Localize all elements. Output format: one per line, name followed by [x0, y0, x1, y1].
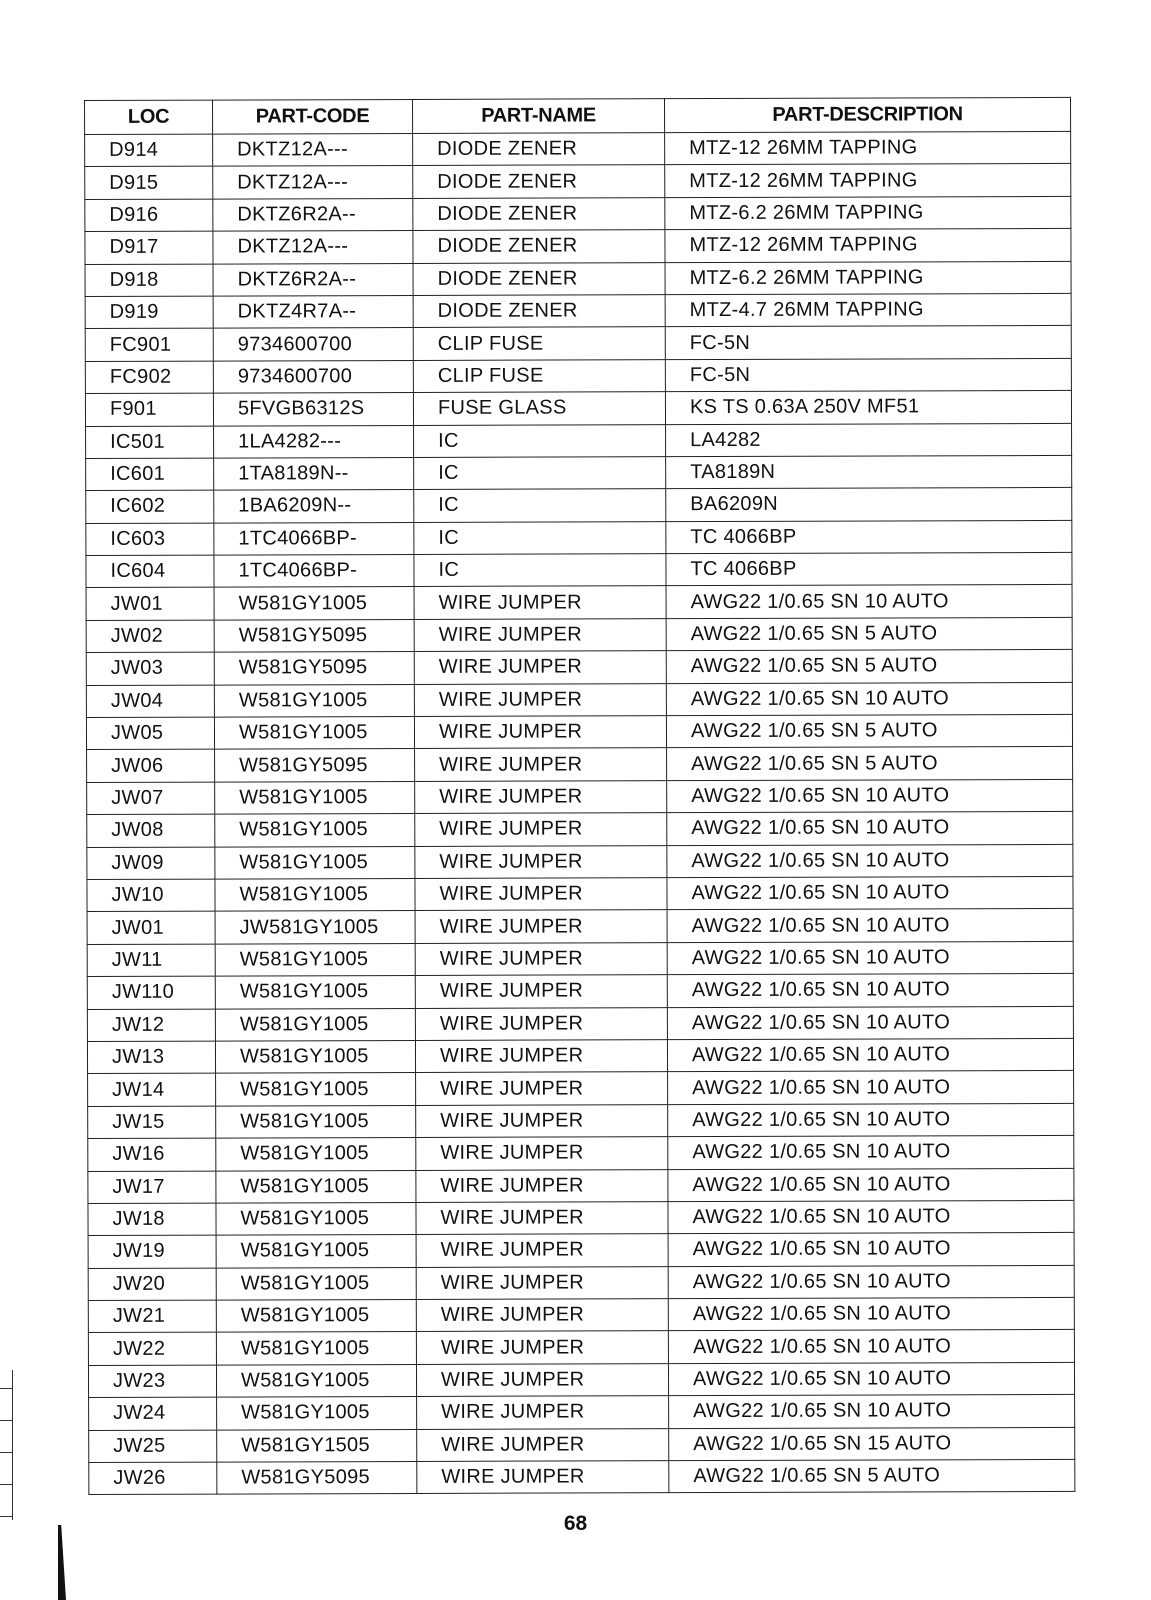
cell-part-code: DKTZ12A---	[213, 133, 413, 166]
cell-loc: JW24	[89, 1397, 217, 1430]
cell-part-description: AWG22 1/0.65 SN 10 AUTO	[668, 1071, 1074, 1105]
cell-part-description: AWG22 1/0.65 SN 10 AUTO	[667, 941, 1073, 975]
cell-loc: JW26	[89, 1462, 217, 1495]
cell-part-code: 9734600700	[213, 360, 413, 393]
cell-part-name: DIODE ZENER	[413, 165, 665, 198]
table-row	[86, 520, 1072, 555]
cell-part-description: AWG22 1/0.65 SN 10 AUTO	[667, 1006, 1073, 1040]
cell-loc: JW01	[86, 588, 214, 621]
cell-loc: IC601	[86, 458, 214, 491]
cell-part-description: AWG22 1/0.65 SN 10 AUTO	[666, 682, 1072, 716]
cell-part-description: MTZ-12 26MM TAPPING	[665, 131, 1071, 165]
cell-part-code: W581GY1005	[215, 878, 415, 911]
cell-part-code: W581GY1005	[216, 1300, 416, 1333]
cell-part-description: AWG22 1/0.65 SN 10 AUTO	[668, 1265, 1074, 1299]
cell-part-description: KS TS 0.63A 250V MF51	[665, 391, 1071, 425]
cell-part-description: AWG22 1/0.65 SN 5 AUTO	[666, 714, 1072, 748]
cell-part-name: WIRE JUMPER	[415, 813, 667, 846]
cell-part-name: IC	[414, 424, 666, 457]
cell-part-code: DKTZ6R2A--	[213, 198, 413, 231]
table-row	[87, 1006, 1073, 1041]
table-row	[85, 326, 1071, 361]
cell-part-description: AWG22 1/0.65 SN 10 AUTO	[668, 1136, 1074, 1170]
cell-part-code: W581GY1005	[215, 846, 415, 879]
cell-part-code: W581GY1005	[216, 1235, 416, 1268]
table-row	[88, 1297, 1074, 1332]
cell-part-name: WIRE JUMPER	[415, 910, 667, 943]
cell-part-code: DKTZ12A---	[213, 166, 413, 199]
cell-loc: JW11	[87, 944, 215, 977]
cell-part-name: WIRE JUMPER	[416, 1104, 668, 1137]
cell-part-name: WIRE JUMPER	[416, 1234, 668, 1267]
cell-part-description: AWG22 1/0.65 SN 5 AUTO	[667, 747, 1073, 781]
table-row	[86, 617, 1072, 652]
cell-part-code: W581GY5095	[214, 619, 414, 652]
cell-part-code: DKTZ12A---	[213, 231, 413, 264]
table-row	[87, 747, 1073, 782]
cell-part-code: W581GY1005	[216, 1073, 416, 1106]
cell-part-code: W581GY1005	[216, 1267, 416, 1300]
cell-part-name: WIRE JUMPER	[415, 1007, 667, 1040]
cell-part-code: W581GY1005	[214, 716, 414, 749]
cell-part-code: W581GY1005	[216, 1332, 416, 1365]
cell-part-name: IC	[414, 489, 666, 522]
cell-part-code: W581GY5095	[217, 1461, 417, 1494]
cell-part-description: AWG22 1/0.65 SN 10 AUTO	[668, 1297, 1074, 1331]
cell-part-description: MTZ-12 26MM TAPPING	[665, 229, 1071, 263]
cell-part-description: AWG22 1/0.65 SN 10 AUTO	[669, 1395, 1075, 1429]
cell-part-code: W581GY5095	[214, 652, 414, 685]
cell-part-description: AWG22 1/0.65 SN 10 AUTO	[667, 779, 1073, 813]
table-row	[85, 261, 1071, 296]
cell-part-description: LA4282	[666, 423, 1072, 457]
cell-loc: JW13	[87, 1041, 215, 1074]
cell-part-name: DIODE ZENER	[413, 230, 665, 263]
cell-loc: JW15	[88, 1106, 216, 1139]
cell-loc: IC604	[86, 555, 214, 588]
cell-loc: JW22	[88, 1333, 216, 1366]
table-row	[85, 131, 1071, 166]
header-part-description: PART-DESCRIPTION	[664, 97, 1070, 132]
cell-loc: JW06	[87, 750, 215, 783]
cell-loc: IC603	[86, 523, 214, 556]
parts-table-header	[85, 97, 1071, 134]
cell-part-description: AWG22 1/0.65 SN 10 AUTO	[666, 585, 1072, 619]
cell-part-code: W581GY1005	[215, 1008, 415, 1041]
cell-part-name: WIRE JUMPER	[415, 780, 667, 813]
cell-part-code: DKTZ4R7A--	[213, 295, 413, 328]
table-row	[86, 455, 1072, 490]
cell-part-description: AWG22 1/0.65 SN 5 AUTO	[666, 617, 1072, 651]
cell-loc: IC602	[86, 490, 214, 523]
cell-part-name: DIODE ZENER	[413, 133, 665, 166]
cell-loc: JW21	[88, 1300, 216, 1333]
table-row	[85, 196, 1071, 231]
cell-part-description: AWG22 1/0.65 SN 10 AUTO	[667, 812, 1073, 846]
cell-part-description: AWG22 1/0.65 SN 10 AUTO	[667, 909, 1073, 943]
page-number: 68	[563, 1512, 588, 1535]
table-row	[88, 1265, 1074, 1300]
header-part-code: PART-CODE	[213, 99, 413, 134]
cell-part-code: W581GY1005	[216, 1364, 416, 1397]
cell-part-name: WIRE JUMPER	[414, 716, 666, 749]
cell-part-name: DIODE ZENER	[413, 295, 665, 328]
binding-mark	[58, 1525, 66, 1600]
cell-part-name: WIRE JUMPER	[416, 1202, 668, 1235]
cell-part-code: W581GY1005	[214, 587, 414, 620]
table-row	[86, 552, 1072, 587]
page-edge-lines	[0, 1370, 13, 1520]
cell-loc: JW05	[86, 717, 214, 750]
cell-loc: JW19	[88, 1235, 216, 1268]
cell-part-code: W581GY1005	[214, 684, 414, 717]
cell-loc: JW01	[87, 911, 215, 944]
table-row	[87, 779, 1073, 814]
cell-part-code: 1BA6209N--	[214, 490, 414, 523]
cell-loc: D915	[85, 166, 213, 199]
cell-loc: D919	[85, 296, 213, 329]
cell-part-code: W581GY1005	[215, 1040, 415, 1073]
cell-part-name: DIODE ZENER	[413, 197, 665, 230]
cell-part-description: TC 4066BP	[666, 552, 1072, 586]
cell-part-name: IC	[414, 521, 666, 554]
cell-part-description: MTZ-4.7 26MM TAPPING	[665, 293, 1071, 327]
cell-part-code: W581GY1005	[217, 1397, 417, 1430]
cell-loc: FC902	[85, 361, 213, 394]
cell-loc: JW14	[88, 1073, 216, 1106]
cell-loc: JW23	[88, 1365, 216, 1398]
cell-part-name: WIRE JUMPER	[416, 1331, 668, 1364]
cell-part-code: 5FVGB6312S	[213, 393, 413, 426]
table-row	[89, 1459, 1075, 1494]
cell-part-name: WIRE JUMPER	[416, 1299, 668, 1332]
cell-part-description: AWG22 1/0.65 SN 5 AUTO	[669, 1459, 1075, 1493]
table-row	[86, 714, 1072, 749]
table-row	[89, 1395, 1075, 1430]
cell-loc: F901	[85, 393, 213, 426]
cell-loc: JW110	[87, 976, 215, 1009]
cell-part-name: WIRE JUMPER	[415, 942, 667, 975]
cell-loc: JW16	[88, 1138, 216, 1171]
cell-part-description: TA8189N	[666, 455, 1072, 489]
cell-part-name: WIRE JUMPER	[416, 1364, 668, 1397]
cell-part-name: WIRE JUMPER	[417, 1461, 669, 1494]
cell-part-name: WIRE JUMPER	[414, 683, 666, 716]
cell-part-description: AWG22 1/0.65 SN 10 AUTO	[668, 1330, 1074, 1364]
table-row	[89, 1427, 1075, 1462]
table-row	[86, 682, 1072, 717]
cell-part-description: MTZ-6.2 26MM TAPPING	[665, 261, 1071, 295]
header-row	[85, 97, 1071, 134]
cell-part-name: WIRE JUMPER	[415, 878, 667, 911]
cell-part-description: AWG22 1/0.65 SN 10 AUTO	[667, 1038, 1073, 1072]
table-row	[85, 391, 1071, 426]
cell-loc: D916	[85, 199, 213, 232]
cell-part-description: MTZ-6.2 26MM TAPPING	[665, 196, 1071, 230]
table-row	[85, 293, 1071, 328]
table-row	[88, 1362, 1074, 1397]
cell-part-code: 1TC4066BP-	[214, 555, 414, 588]
table-row	[85, 229, 1071, 264]
cell-part-description: BA6209N	[666, 488, 1072, 522]
cell-part-code: W581GY1005	[216, 1105, 416, 1138]
cell-loc: IC501	[86, 426, 214, 459]
cell-part-code: W581GY1005	[216, 1138, 416, 1171]
cell-part-description: AWG22 1/0.65 SN 15 AUTO	[669, 1427, 1075, 1461]
cell-part-name: FUSE GLASS	[413, 392, 665, 425]
cell-part-name: DIODE ZENER	[413, 262, 665, 295]
cell-part-name: WIRE JUMPER	[415, 748, 667, 781]
cell-part-code: 1TA8189N--	[214, 457, 414, 490]
cell-part-description: AWG22 1/0.65 SN 5 AUTO	[666, 650, 1072, 684]
cell-part-name: WIRE JUMPER	[416, 1169, 668, 1202]
cell-loc: JW02	[86, 620, 214, 653]
cell-part-code: W581GY1005	[215, 943, 415, 976]
cell-part-code: JW581GY1005	[215, 911, 415, 944]
table-row	[85, 164, 1071, 199]
cell-part-code: W581GY5095	[215, 749, 415, 782]
cell-part-name: WIRE JUMPER	[417, 1396, 669, 1429]
table-row	[87, 1038, 1073, 1073]
cell-loc: JW03	[86, 652, 214, 685]
table-row	[88, 1103, 1074, 1138]
cell-part-name: WIRE JUMPER	[417, 1428, 669, 1461]
cell-part-description: TC 4066BP	[666, 520, 1072, 554]
cell-loc: JW09	[87, 847, 215, 880]
header-part-name: PART-NAME	[412, 99, 664, 134]
cell-part-name: CLIP FUSE	[413, 359, 665, 392]
cell-part-description: FC-5N	[665, 326, 1071, 360]
cell-part-code: W581GY1005	[215, 814, 415, 847]
cell-part-name: WIRE JUMPER	[415, 975, 667, 1008]
cell-loc: D918	[85, 264, 213, 297]
table-row	[88, 1136, 1074, 1171]
cell-loc: D917	[85, 231, 213, 264]
cell-part-name: WIRE JUMPER	[414, 586, 666, 619]
cell-part-name: WIRE JUMPER	[416, 1072, 668, 1105]
cell-part-code: W581GY1005	[215, 781, 415, 814]
table-row	[88, 1168, 1074, 1203]
cell-loc: JW17	[88, 1171, 216, 1204]
cell-part-code: W581GY1005	[216, 1202, 416, 1235]
cell-part-name: WIRE JUMPER	[414, 619, 666, 652]
table-row	[87, 909, 1073, 944]
cell-loc: FC901	[85, 328, 213, 361]
table-row	[88, 1200, 1074, 1235]
table-row	[86, 650, 1072, 685]
cell-part-code: 9734600700	[213, 328, 413, 361]
table-row	[86, 488, 1072, 523]
cell-loc: JW08	[87, 814, 215, 847]
cell-part-description: AWG22 1/0.65 SN 10 AUTO	[668, 1362, 1074, 1396]
cell-part-name: WIRE JUMPER	[416, 1266, 668, 1299]
table-row	[87, 941, 1073, 976]
table-row	[85, 358, 1071, 393]
parts-table-body	[85, 131, 1075, 1494]
table-row	[87, 974, 1073, 1009]
table-row	[87, 812, 1073, 847]
cell-loc: JW20	[88, 1268, 216, 1301]
cell-part-name: WIRE JUMPER	[415, 845, 667, 878]
cell-part-description: AWG22 1/0.65 SN 10 AUTO	[668, 1233, 1074, 1267]
cell-part-name: CLIP FUSE	[413, 327, 665, 360]
cell-part-code: W581GY1505	[217, 1429, 417, 1462]
cell-part-description: AWG22 1/0.65 SN 10 AUTO	[667, 876, 1073, 910]
cell-part-name: IC	[414, 457, 666, 490]
table-row	[86, 423, 1072, 458]
table-row	[88, 1233, 1074, 1268]
cell-loc: JW18	[88, 1203, 216, 1236]
table-row	[88, 1330, 1074, 1365]
cell-loc: JW04	[86, 685, 214, 718]
cell-part-name: WIRE JUMPER	[414, 651, 666, 684]
cell-part-description: AWG22 1/0.65 SN 10 AUTO	[668, 1168, 1074, 1202]
table-row	[87, 844, 1073, 879]
cell-part-description: AWG22 1/0.65 SN 10 AUTO	[668, 1103, 1074, 1137]
cell-part-code: 1TC4066BP-	[214, 522, 414, 555]
cell-loc: JW07	[87, 782, 215, 815]
cell-part-description: MTZ-12 26MM TAPPING	[665, 164, 1071, 198]
table-row	[86, 585, 1072, 620]
cell-loc: D914	[85, 134, 213, 167]
cell-loc: JW25	[89, 1430, 217, 1463]
cell-part-description: AWG22 1/0.65 SN 10 AUTO	[667, 974, 1073, 1008]
cell-part-description: AWG22 1/0.65 SN 10 AUTO	[668, 1200, 1074, 1234]
cell-part-code: W581GY1005	[216, 1170, 416, 1203]
cell-part-name: IC	[414, 554, 666, 587]
header-loc: LOC	[85, 100, 213, 134]
cell-part-code: W581GY1005	[215, 976, 415, 1009]
cell-part-description: AWG22 1/0.65 SN 10 AUTO	[667, 844, 1073, 878]
cell-part-code: 1LA4282---	[214, 425, 414, 458]
cell-part-code: DKTZ6R2A--	[213, 263, 413, 296]
cell-loc: JW10	[87, 879, 215, 912]
parts-table	[84, 97, 1075, 1496]
cell-part-name: WIRE JUMPER	[416, 1137, 668, 1170]
cell-part-description: FC-5N	[665, 358, 1071, 392]
table-row	[87, 876, 1073, 911]
cell-loc: JW12	[87, 1009, 215, 1042]
cell-part-name: WIRE JUMPER	[415, 1040, 667, 1073]
table-row	[88, 1071, 1074, 1106]
